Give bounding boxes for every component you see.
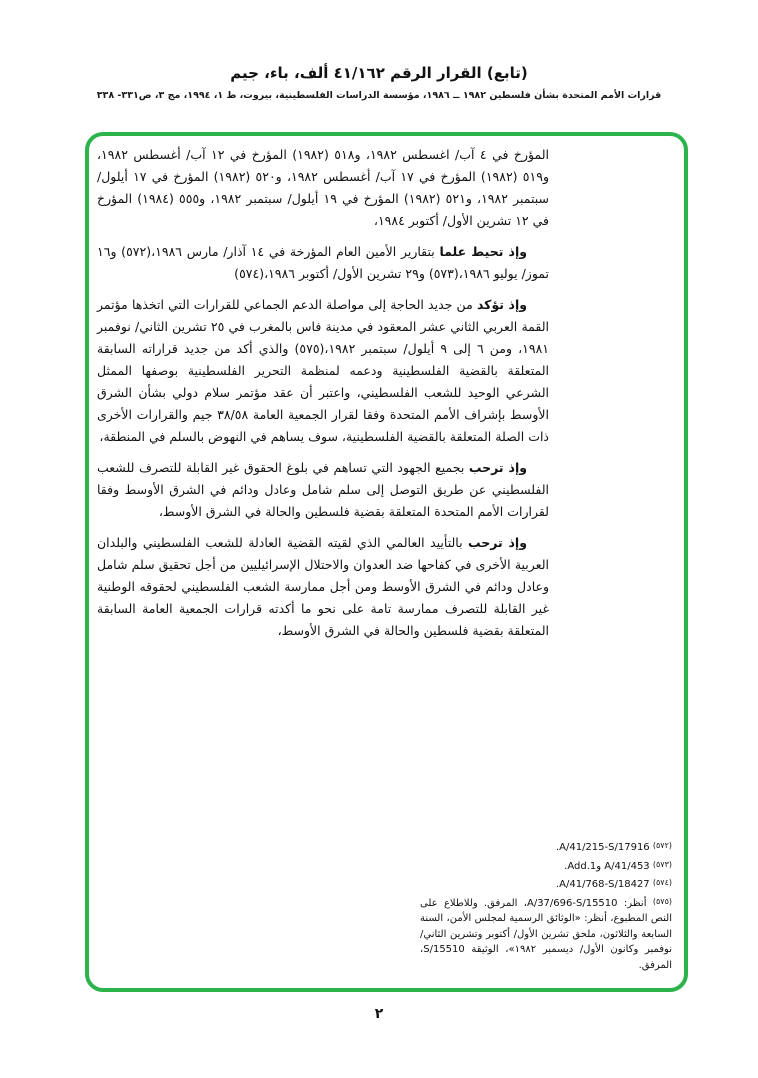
page-title: (تابع) القرار الرقم ٤١/١٦٢ ألف، باء، جيم bbox=[230, 64, 528, 82]
footnote-text: أنظر: A/37/696-S/15510، المرفق. وللاطلاع على النص المطبوع، أنظر: «الوثائق الرسمية لمجلس الأمن، السنة السابعة والثلاثون، ملحق تشرين الأول/ أكتوبر وتشرين الثاني/ نوفمبر وكانون الأول/ ديسمبر ١٩٨٢»، الوثيقة S/15510، المرفق. bbox=[420, 897, 672, 971]
paragraph-lead: وإذ تحيط علما bbox=[439, 244, 528, 259]
footnote-text: A/41/453 وAdd.1. bbox=[564, 860, 650, 872]
footnote-marker: (٥٧٤) bbox=[652, 878, 672, 887]
page-number: ٢ bbox=[374, 1006, 384, 1022]
paragraph-lead: وإذ ترحب bbox=[468, 460, 527, 475]
footnote bbox=[420, 857, 672, 875]
paragraph bbox=[97, 241, 549, 285]
paragraph-text: بالتأييد العالمي الذي لقيته القضية العادلة للشعب الفلسطيني والبلدان العربية الأخرى في كفاحها ضد العدوان والاحتلال الإسرائيليين من أجل تحقيق سلم شامل وعادل ودائم في الشرق الأوسط ومن أجل ممارسة الشعب الفلسطيني لحقوقه الوطنية غير القابلة للتصرف ممارسة تامة على نحو ما أكدته قرارات الجمعية العامة السابقة المتعلقة بقضية فلسطين والحالة في الشرق الأوسط، bbox=[97, 535, 549, 638]
footnote-marker: (٥٧٥) bbox=[652, 896, 672, 906]
body-text bbox=[97, 144, 549, 651]
footnote bbox=[420, 894, 672, 974]
content-frame bbox=[85, 132, 688, 992]
footnote-text: A/41/768-S/18427. bbox=[555, 879, 650, 890]
footnote-marker: (٥٧٢) bbox=[652, 841, 672, 850]
paragraph-text: المؤرخ في ٤ آب/ اغسطس ١٩٨٢، و٥١٨ (١٩٨٢) المؤرخ في ١٢ آب/ أغسطس ١٩٨٢، و٥١٩ (١٩٨٢) المؤرخ في ١٧ آب/ أغسطس ١٩٨٢، و٥٢٠ (١٩٨٢) المؤرخ في ١٧ أيلول/ سبتمبر ١٩٨٢، و٥٢١ (١٩٨٢) المؤرخ في ١٩ أيلول/ سبتمبر ١٩٨٢، و٥٥٥ (١٩٨٤) المؤرخ في ١٢ تشرين الأول/ أكتوبر ١٩٨٤، bbox=[97, 147, 549, 228]
footnote bbox=[420, 875, 672, 893]
document-header bbox=[0, 64, 758, 101]
paragraph-text: بجميع الجهود التي تساهم في بلوغ الحقوق غير القابلة للتصرف للشعب الفلسطيني عن طريق التوصل إلى سلم شامل وعادل ودائم في الشرق الأوسط وفقا لقرارات الأمم المتحدة المتعلقة بقضية فلسطين والحالة في الشرق الأوسط، bbox=[97, 460, 549, 519]
paragraph bbox=[97, 457, 549, 523]
paragraph bbox=[97, 532, 549, 642]
paragraph-text: بتقارير الأمين العام المؤرخة في ١٤ آذار/ مارس ١٩٨٦،(٥٧٢) و١٦ تموز/ يوليو ١٩٨٦،(٥٧٣) و٢٩ تشرين الأول/ أكتوبر ١٩٨٦،(٥٧٤) bbox=[97, 244, 549, 281]
footnote bbox=[420, 838, 672, 856]
paragraph-lead: وإذ تؤكد bbox=[476, 297, 528, 312]
paragraph bbox=[97, 294, 549, 448]
footnote-marker: (٥٧٣) bbox=[652, 859, 672, 869]
footnotes bbox=[420, 838, 672, 974]
paragraph bbox=[97, 144, 549, 232]
footnote-text: A/41/215-S/17916. bbox=[555, 842, 650, 853]
paragraph-lead: وإذ ترحب bbox=[468, 535, 527, 550]
paragraph-text: من جديد الحاجة إلى مواصلة الدعم الجماعي للقرارات التي اتخذها مؤتمر القمة العربي الثاني عشر المعقود في مدينة فاس بالمغرب في ٢٥ تشرين الثاني/ نوفمبر ١٩٨١، ومن ٦ إلى ٩ أيلول/ سبتمبر ١٩٨٢،(٥٧٥) والذي أكد من جديد قراراته السابقة المتعلقة بالقضية الفلسطينية ودعمه لمنظمة التحرير الفلسطينية بوصفها الممثل الشرعي الوحيد للشعب الفلسطيني، واعتبر أن عقد مؤتمر سلام دولي بشأن الشرق الأوسط بإشراف الأمم المتحدة وفقا لقرار الجمعية العامة ٣٨/٥٨ جيم والقرارات الأخرى ذات الصلة المتعلقة بالقضية الفلسطينية، سوف يساهم في النهوض بالسلم في المنطقة، bbox=[97, 297, 550, 444]
source-line: قرارات الأمم المتحدة بشأن فلسطين ١٩٨٢ ــ ١٩٨٦، مؤسسة الدراسات الفلسطينية، بيروت، ط ١، ١٩٩٤، مج ٣، ص٣٣١- ٣٣٨ bbox=[96, 90, 662, 101]
